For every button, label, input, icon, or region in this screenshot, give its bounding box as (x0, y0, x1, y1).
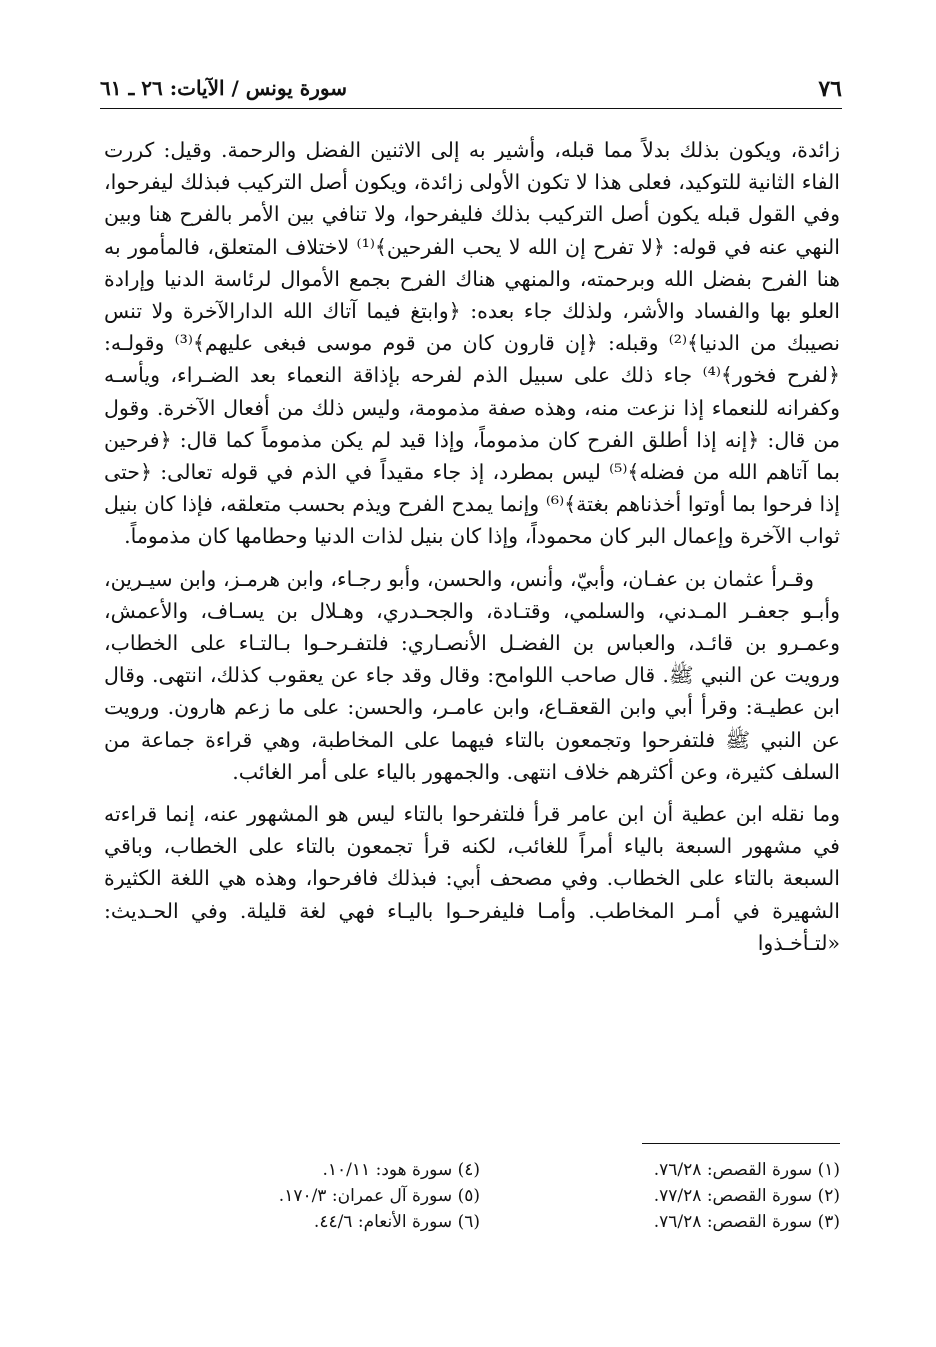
footnote-column-left (180, 1157, 480, 1235)
footnote-column-right (540, 1157, 840, 1235)
page-number: ٧٦ (810, 76, 842, 102)
paragraph-1: زائدة، ويكون بذلك بدلاً مما قبله، وأشير به إلى الاثنين الفضل والرحمة. وقيل: كررت الفاء الثانية للتوكيد، فعلى هذا لا تكون الأولى زائدة، ويكون أصل التركيب فبذلك ليفرحوا، وفي القول قبله يكون أصل التركيب بذلك فليفرحوا، ولا تنافي بين الأمر بالفرح هنا وبين النهي عنه في قوله: ﴿لا تفرح إن الله لا يحب الفرحين﴾⁽¹⁾ لاختلاف المتعلق، فالمأمور به هنا الفرح بفضل الله وبرحمته، والمنهي هناك الفرح بجمع الأموال لرئاسة الدنيا وإرادة العلو بها والفساد والأشر، ولذلك جاء بعده: ﴿وابتغ فيما آتاك الله الدارالآخرة ولا تنس نصيبك من الدنيا﴾⁽²⁾ وقبله: ﴿إن قارون كان من قوم موسى فبغى عليهم﴾⁽³⁾ وقولـه: ﴿لفرح فخور﴾⁽⁴⁾ جاء ذلك على سبيل الذم لفرحه بإذاقة النعماء بعد الضـراء، ويأسـه وكفرانه للنعماء إذا نزعت منه، وهذه صفة مذمومة، وليس ذلك من أفعال الآخرة. وقول من قال: ﴿إنه إذا أطلق الفرح كان مذموماً، وإذا قيد لم يكن مذموماً كما قال: ﴿فرحين بما آتاهم الله من فضله﴾⁽⁵⁾ ليس بمطرد، إذ جاء مقيداً في الذم في قوله تعالى: ﴿حتى إذا فرحوا بما أوتوا أخذناهم بغتة﴾⁽⁶⁾ وإنما يمدح الفرح ويذم بحسب متعلقه، فإذا كان بنيل ثواب الآخرة وإعمال البر كان محموداً، وإذا كان بنيل لذات الدنيا وحطامها كان مذموماً. (104, 138, 840, 549)
footnote-5: (٥) سورة آل عمران: ١٧٠/٣. (278, 1186, 480, 1206)
footnote-4: (٤) سورة هود: ١٠/١١. (322, 1160, 480, 1180)
running-title: سورة يونس / الآيات: ٢٦ ـ ٦١ (100, 76, 355, 100)
footnote-2: (٢) سورة القصص: ٧٧/٢٨. (653, 1186, 840, 1206)
footnote-1: (١) سورة القصص: ٧٦/٢٨. (653, 1160, 840, 1180)
footnotes (180, 1157, 840, 1235)
paragraph-2: وقـرأ عثمان بن عفـان، وأبيّ، وأنس، والحسن، وأبو رجـاء، وابن هرمـز، وابن سيـرين، وأبـو جعفـر المـدني، والسلمي، وقتـادة، والجحـدري، وهـلال بن يسـاف، والأعمش، وعمـرو بن قائـد، والعباس بن الفضـل الأنصـاري: فلتفـرحـوا بـالتـاء على الخطاب، ورويت عن النبي ﷺ. قال صاحب اللوامح: وقال وقد جاء عن يعقوب كذلك، انتهى. وقال ابن عطيـة: وقرأ أبي وابن القعقـاع، وابن عامـر، والحسن: على ما زعم هارون. ورويت عن النبي ﷺ فلتفرحوا وتجمعون بالتاء فيهما على المخاطبة، وهي قراءة جماعة من السلف كثيرة، وعن أكثرهم خلاف انتهى. والجمهور بالياء على أمر الغائب. (104, 566, 840, 784)
footnote-divider (642, 1143, 840, 1144)
paragraph-3: وما نقله ابن عطية أن ابن عامر قرأ فلتفرحوا بالتاء ليس هو المشهور عنه، إنما قراءته في مشهور السبعة بالياء أمراً للغائب، لكنه قرأ تجمعون بالتاء على الخطاب، وباقي السبعة بالتاء على الخطاب. وفي مصحف أبي: فبذلك فافرحوا، وهذه هي اللغة الكثيرة الشهيرة في أمـر المخاطب. وأمـا فليفرحـوا باليـاء فهي لغة قليلة. وفي الحـديث: «لتـأخـذوا (104, 802, 840, 955)
footnote-3: (٣) سورة القصص: ٧٦/٢٨. (653, 1212, 840, 1232)
footnote-6: (٦) سورة الأنعام: ٤٤/٦. (313, 1212, 480, 1232)
main-text (104, 134, 840, 959)
page-header (100, 76, 842, 109)
